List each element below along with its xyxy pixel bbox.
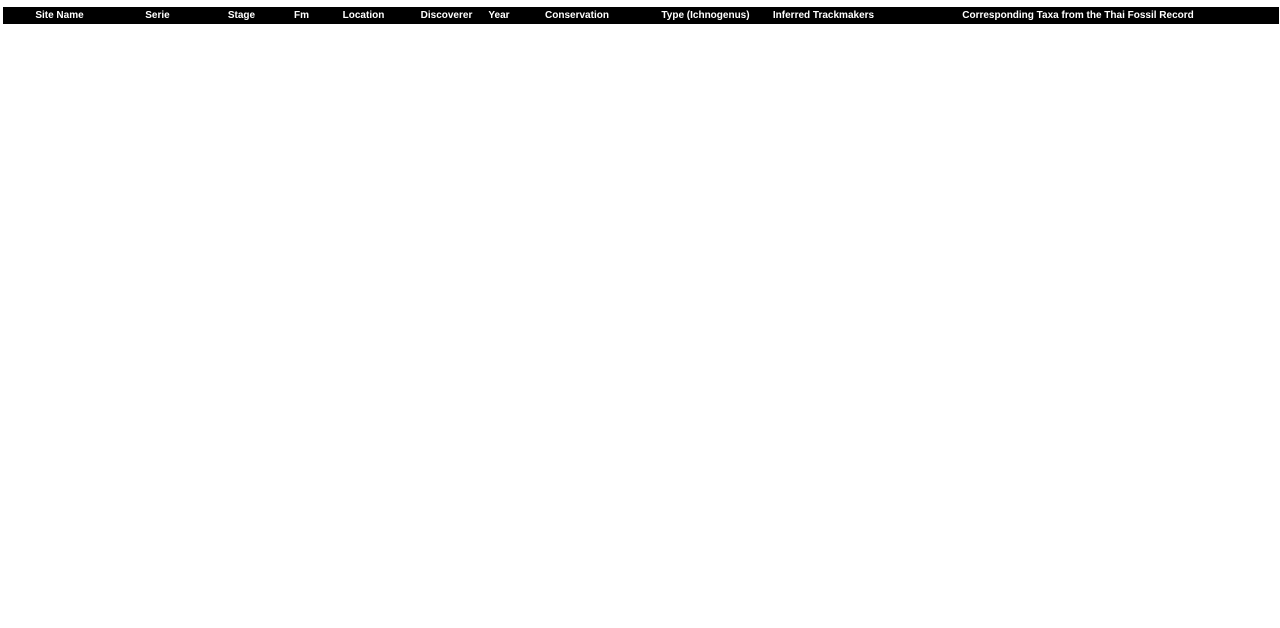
header-serie: Serie — [116, 8, 200, 24]
header-taxa: Corresponding Taxa from the Thai Fossil Record — [878, 8, 1279, 24]
header-conservation: Conservation — [513, 8, 642, 24]
header-trackmakers: Inferred Trackmakers — [770, 8, 878, 24]
header-location: Location — [320, 8, 408, 24]
header-site-name: Site Name — [4, 8, 116, 24]
header-fm: Fm — [284, 8, 320, 24]
header-type: Type (Ichnogenus) — [642, 8, 770, 24]
trackway-table-container — [3, 7, 1278, 24]
header-year: Year — [486, 8, 513, 24]
header-stage: Stage — [200, 8, 284, 24]
header-row — [4, 8, 1279, 24]
trackway-sites-table — [3, 7, 1279, 24]
header-discoverer: Discoverer — [408, 8, 486, 24]
